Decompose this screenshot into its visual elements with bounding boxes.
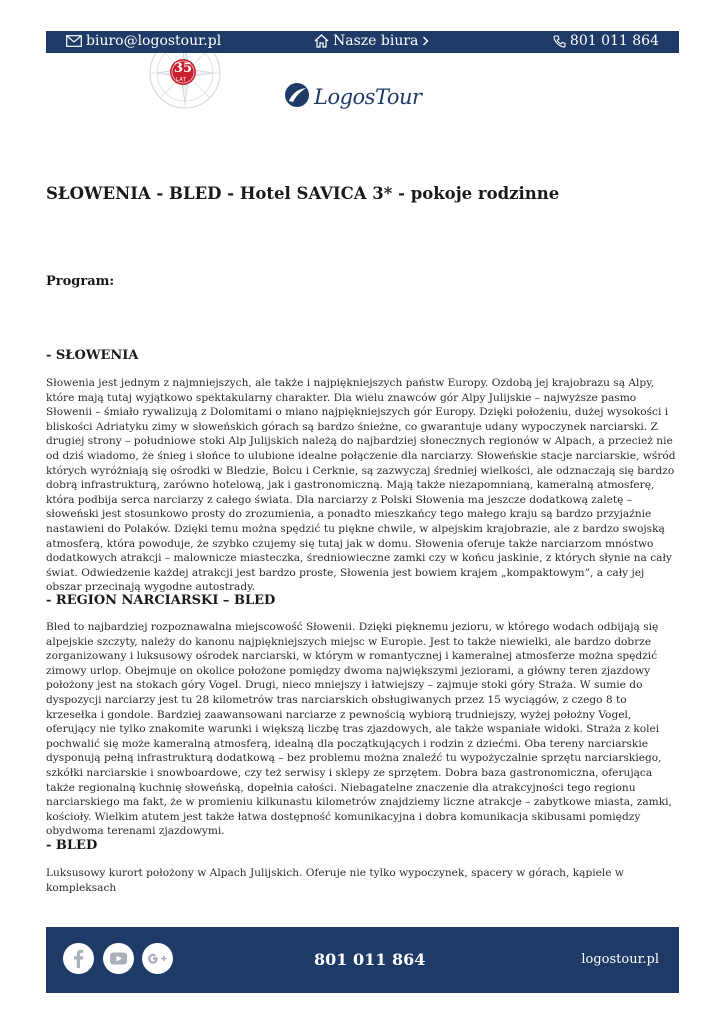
- facebook-icon[interactable]: [63, 943, 94, 974]
- section-text-slovenia: Słowenia jest jednym z najmniejszych, ale także i najpiękniejszych państw Europy. Ozdobą jej krajobrazu są Alpy, które mają tutaj wyjątkowo spektakularny charakter. Dla wielu znawców gór Alpy Julijskie – najwyższe pasmo Słowenii – śmiało rywalizują z Dolomitami o miano najpiękniejszych gór Europy. Dzięki położeniu, dużej wysokości i bliskości Adriatyku zimy w słoweńskich górach są bardzo śnieżne, co gwarantuje udany wypoczynek narciarski. Z drugiej strony – południowe stoki Alp Julijskich należą do najbardziej słonecznych regionów w Alpach, a przecież nie od dziś wiadomo, że śnieg i słońce to ulubione idealne połączenie dla narciarzy. Słoweńskie stacje narciarskie, wśród których wyróżniają się ośrodki w Bledzie, Bolcu i Cerknie, są zazwyczaj średniej wielkości, ale odznaczają się bardzo dobrą infrastrukturą, zarówno hotelową, jak i gastronomiczną. Mają także niezapomnianą, kameralną atmosferę, która podbija serca narciarzy z całego świata. Dla narciarzy z Polski Słowenia ma jeszcze dodatkową zaletę – słoweński jest stosunkowo prosty do zrozumienia, a ponadto mieszkańcy tego małego kraju są bardzo przyjaźnie nastawieni do Polaków. Dzięki temu można spędzić tu piękne chwile, w alpejskim krajobrazie, ale z bardzo swojską atmosferą, która powoduje, że szybko czujemy się tutaj jak w domu. Słowenia oferuje także narciarzom mnóstwo dodatkowych atrakcji – malownicze miasteczka, średniowieczne zamki czy w końcu jaskinie, z których słynie na cały świat. Odwiedzenie każdej atrakcji jest bardzo proste, Słowenia jest bowiem krajem „kompaktowym”, a cały jej obszar przecinają wygodne autostrady.: [46, 377, 676, 594]
- logo-text: LogosTour: [314, 85, 422, 109]
- footer-bar: [46, 927, 679, 993]
- email-text: biuro@logostour.pl: [86, 33, 222, 49]
- email-link[interactable]: [66, 33, 221, 49]
- offices-text: Nasze biura: [333, 33, 419, 49]
- youtube-icon[interactable]: [103, 943, 134, 974]
- badge-label: LAT: [176, 77, 187, 83]
- section-title-ski-region: - REGION NARCIARSKI – BLED: [46, 593, 276, 608]
- footer-phone[interactable]: 801 011 864: [314, 950, 426, 969]
- google-plus-icon[interactable]: [142, 943, 173, 974]
- badge-number: 35: [174, 61, 193, 76]
- anniversary-badge: [144, 53, 226, 113]
- footer-website-link[interactable]: logostour.pl: [581, 952, 659, 967]
- section-text-ski-region: Bled to najbardziej rozpoznawalna miejscowość Słowenii. Dzięki pięknemu jezioru, w którego wodach odbijają się alpejskie szczyty, należy do kanonu najpiękniejszych miejsc w Europie. Jest to także niewielki, ale bardzo dobrze zorganizowany i luksusowy ośrodek narciarski, w którym w romantycznej i kameralnej atmosferze można spędzić zimowy urlop. Obejmuje on okolice położone pomiędzy dwoma największymi jeziorami, a główny teren zjazdowy położony jest na stokach góry Vogel. Drugi, nieco mniejszy i łatwiejszy – zajmuje stoki góry Straża. W sumie do dyspozycji narciarzy jest tu 28 kilometrów tras narciarskich obsługiwanych przez 15 wyciągów, z czego 8 to krzesełka i gondole. Bardziej zaawansowani narciarze z pewnością wybiorą trudniejszy, wyżej położny Vogel, oferujący nie tylko znakomite warunki i większą liczbę tras zjazdowych, ale także wspaniałe widoki. Straża z kolei pochwalić się może kameralną atmosferą, idealną dla początkujących i rodzin z dziećmi. Oba tereny narciarskie dysponują pełną infrastrukturą dodatkową – bez problemu można znaleźć tu wypożyczalnie sprzętu narciarskiego, szkółki narciarskie i snowboardowe, czy też serwisy i sklepy ze sprzętem. Dobra baza gastronomiczna, oferująca także regionalną kuchnię słoweńską, dopełnia całości. Niebagatelne znaczenie dla atrakcyjności tego regionu narciarskiego ma fakt, że w promieniu kilkunastu kilometrów znajdziemy liczne atrakcje – zabytkowe miasta, zamki, kościoły. Wielkim atutem jest także łatwa dostępność komunikacyjna i dobra komunikacja skibusami pomiędzy obydwoma terenami zjazdowymi.: [46, 621, 672, 838]
- page-title: SŁOWENIA - BLED - Hotel SAVICA 3* - pokoje rodzinne: [46, 184, 560, 203]
- chevron-right-icon: [422, 36, 429, 46]
- offices-link[interactable]: [314, 33, 429, 49]
- phone-link[interactable]: [553, 33, 659, 49]
- section-title-bled: - BLED: [46, 838, 98, 853]
- home-icon: [314, 34, 329, 48]
- program-label: Program:: [46, 274, 115, 289]
- top-contact-bar: [46, 31, 679, 53]
- logo-mark-icon: [284, 82, 310, 112]
- section-title-slovenia: - SŁOWENIA: [46, 348, 139, 363]
- phone-icon: [553, 35, 566, 48]
- logostour-logo[interactable]: [284, 76, 422, 118]
- phone-text: 801 011 864: [569, 33, 659, 49]
- section-text-bled: Luksusowy kurort położony w Alpach Julijskich. Oferuje nie tylko wypoczynek, spacery w górach, kąpiele w kompleksach: [46, 867, 624, 894]
- envelope-icon: [66, 35, 82, 47]
